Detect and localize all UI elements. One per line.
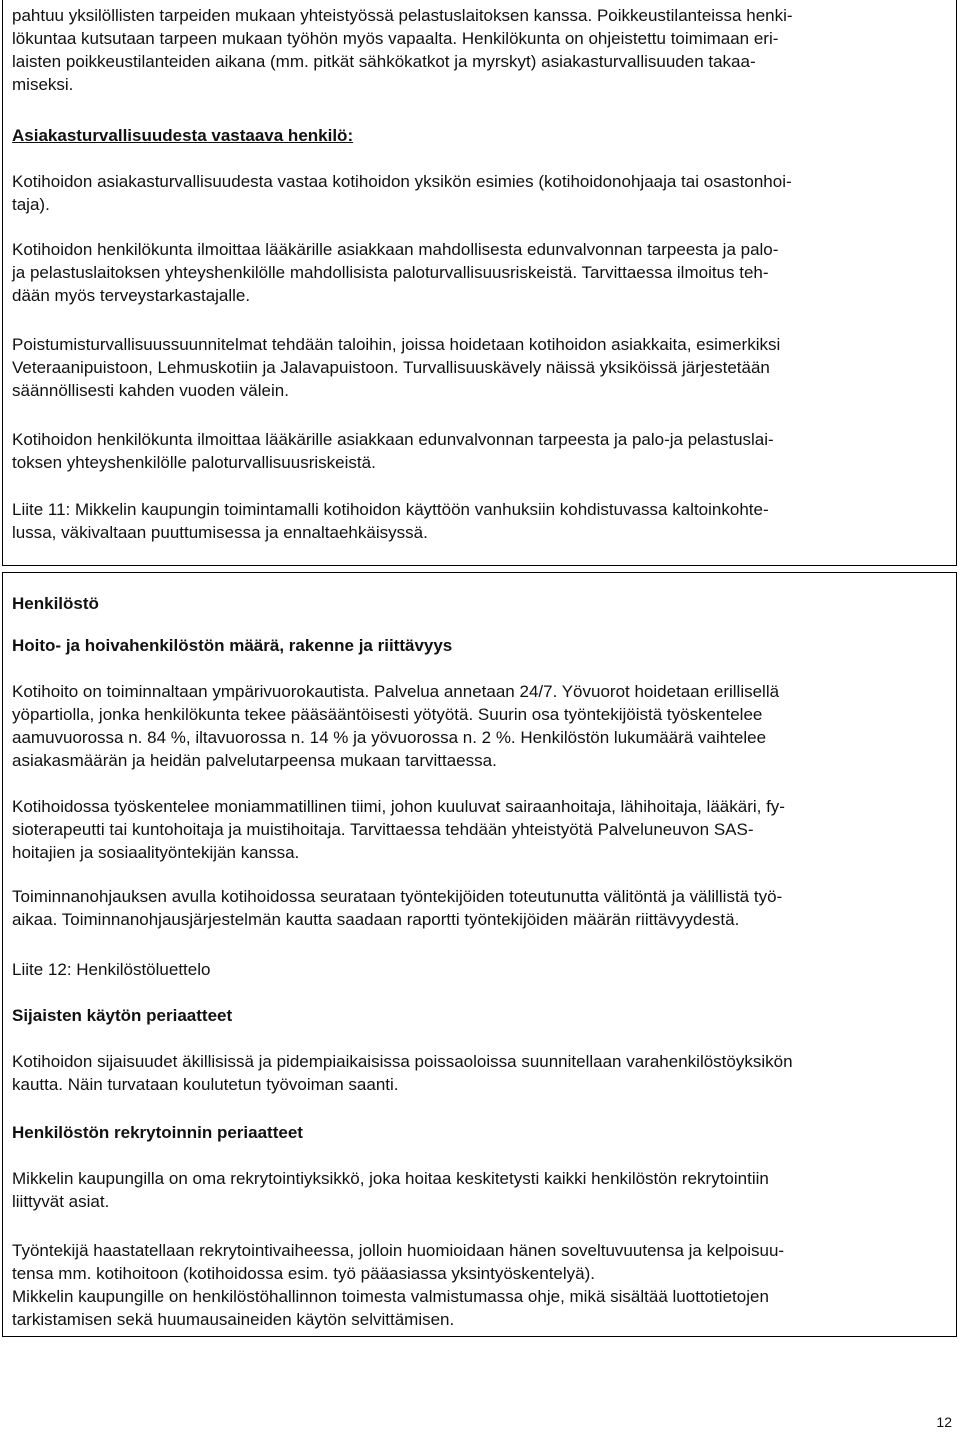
paragraph-toiminnanohjaus: Toiminnanohjauksen avulla kotihoidossa seurataan työntekijöiden toteutunutta välitöntä ja välillistä työ- aikaa. Toiminnanohjausjärjestelmän kautta saadaan raportti työntekijöiden määrän riittävyydestä. <box>12 887 783 929</box>
heading-rekrytointi: Henkilöstön rekrytoinnin periaatteet <box>12 1123 303 1142</box>
paragraph-edunvalvonta-ilmoitus: Kotihoidon henkilökunta ilmoittaa lääkärille asiakkaan mahdollisesta edunvalvonnan tarpeesta ja palo- ja pelastuslaitoksen yhteyshenkilölle mahdollisista paloturvallisuusriskeistä. Tarvittaessa ilmoitus teh- dään myös terveystarkastajalle. <box>12 240 779 305</box>
paragraph-palo-ja-pelastus: Kotihoidon henkilökunta ilmoittaa lääkärille asiakkaan edunvalvonnan tarpeesta ja palo-ja pelastuslai- toksen yhteyshenkilölle paloturvallisuusriskeistä. <box>12 430 774 472</box>
paragraph-sijaisuudet: Kotihoidon sijaisuudet äkillisissä ja pidempiaikaisissa poissaoloissa suunnitellaan varahenkilöstöyksikön kautta. Näin turvataan koulutetun työvoiman saanti. <box>12 1052 793 1094</box>
heading-henkiloston-maara: Hoito- ja hoivahenkilöstön määrä, rakenne ja riittävyys <box>12 636 453 655</box>
intro-paragraph: pahtuu yksilöllisten tarpeiden mukaan yhteistyössä pelastuslaitoksen kanssa. Poikkeustilanteissa henki- lökuntaa kutsutaan tarpeen mukaan työhön myös vapaalta. Henkilökunta on ohjeistettu toimimaan eri- laisten poikkeustilanteiden aikana (mm. pitkät sähkökatkot ja myrskyt) asiakasturvallisuuden takaa- miseksi. <box>12 6 793 94</box>
heading-asiakasturvallisuus-vastaava: Asiakasturvallisuudesta vastaava henkilö: <box>12 126 354 145</box>
heading-sijaisten-kaytto: Sijaisten käytön periaatteet <box>12 1006 233 1025</box>
section-title-henkilosto: Henkilöstö <box>12 594 99 613</box>
paragraph-liite-11: Liite 11: Mikkelin kaupungin toimintamalli kotihoidon käyttöön vanhuksiin kohdistuvassa kaltoinkohte- lussa, väkivaltaan puuttumisessa ja ennaltaehkäisyssä. <box>12 500 769 542</box>
paragraph-ymparivuorokautinen: Kotihoito on toiminnaltaan ympärivuorokautista. Palvelua annetaan 24/7. Yövuorot hoidetaan erillisellä yöpartiolla, jonka henkilökunta tekee pääsääntöisesti yötyötä. Suurin osa työntekijöistä työskentelee aamuvuorossa n. 84 %, iltavuorossa n. 14 % ja yövuorossa n. 2 %. Henkilöstön lukumäärä vaihtelee asiakasmäärän ja heidän palvelutarpeensa mukaan tarvittaessa. <box>12 682 780 770</box>
paragraph-haastattelu: Työntekijä haastatellaan rekrytointivaiheessa, jolloin huomioidaan hänen soveltuvuutensa ja kelpoisuu- tensa mm. kotihoitoon (kotihoidossa esim. työ pääasiassa yksintyöskentelyä). Mikkelin kaupungille on henkilöstöhallinnon toimesta valmistumassa ohje, mikä sisältää luottotietojen tarkistamisen sekä huumausaineiden käytön selvittämisen. <box>12 1241 785 1329</box>
paragraph-moniammatillinen-tiimi: Kotihoidossa työskentelee moniammatillinen tiimi, johon kuuluvat sairaanhoitaja, lähihoitaja, lääkäri, fy- sioterapeutti tai kuntohoitaja ja muistihoitaja. Tarvittaessa tehdään yhteistyötä Palveluneuvon SAS- hoitajien ja sosiaalityöntekijän kanssa. <box>12 797 785 862</box>
paragraph-liite-12: Liite 12: Henkilöstöluettelo <box>12 960 211 979</box>
paragraph-poistumisturvallisuus: Poistumisturvallisuussuunnitelmat tehdään taloihin, joissa hoidetaan kotihoidon asiakkaita, esimerkiksi Veteraanipuistoon, Lehmuskotiin ja Jalavapuistoon. Turvallisuuskävely näissä yksiköissä järjestetään säännöllisesti kahden vuoden välein. <box>12 335 781 400</box>
paragraph-vastaava-henkilo: Kotihoidon asiakasturvallisuudesta vastaa kotihoidon yksikön esimies (kotihoidonohjaaja tai osastonhoi- taja). <box>12 172 792 214</box>
paragraph-rekrytointiyksikko: Mikkelin kaupungilla on oma rekrytointiyksikkö, joka hoitaa keskitetysti kaikki henkilöstön rekrytointiin liittyvät asiat. <box>12 1169 769 1211</box>
page-number: 12 <box>936 1414 952 1430</box>
